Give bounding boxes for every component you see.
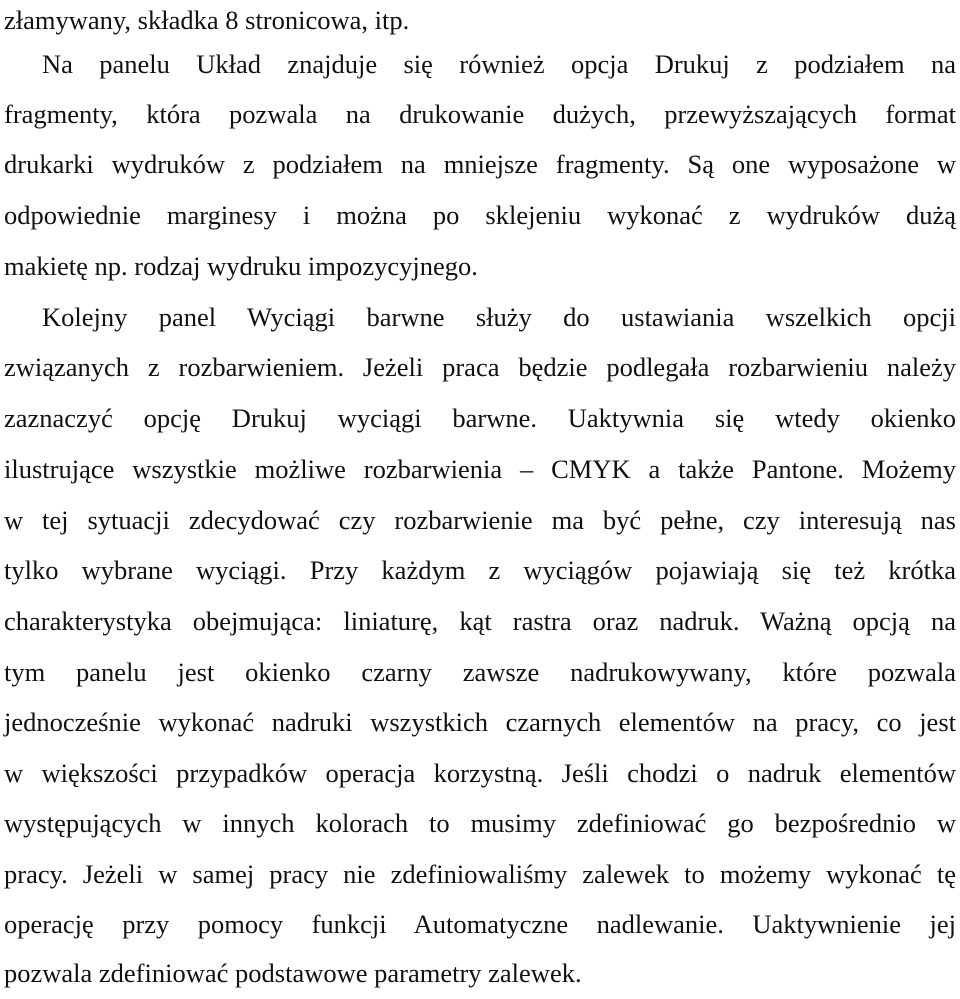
text-line: w tej sytuacji zdecydować czy rozbarwienie ma być pełne, czy interesują nas [4, 505, 956, 535]
text-line: Kolejny panel Wyciągi barwne służy do ustawiania wszelkich opcji [42, 302, 956, 332]
text-line: pracy. Jeżeli w samej pracy nie zdefiniowaliśmy zalewek to możemy wykonać tę [4, 859, 956, 889]
text-line: charakterystyka obejmująca: liniaturę, kąt rastra oraz nadruk. Ważną opcją na [4, 606, 956, 636]
text-line: tylko wybrane wyciągi. Przy każdym z wyciągów pojawiają się też krótka [4, 555, 956, 585]
text-line: tym panelu jest okienko czarny zawsze nadrukowywany, które pozwala [4, 657, 956, 687]
text-line: ilustrujące wszystkie możliwe rozbarwienia – CMYK a także Pantone. Możemy [4, 454, 956, 484]
text-line: fragmenty, która pozwala na drukowanie dużych, przewyższających format [4, 99, 956, 129]
text-line: odpowiednie marginesy i można po sklejeniu wykonać z wydruków dużą [4, 200, 956, 230]
text-line: operację przy pomocy funkcji Automatyczne nadlewanie. Uaktywnienie jej [4, 909, 956, 939]
text-line: Na panelu Układ znajduje się również opcja Drukuj z podziałem na [42, 49, 956, 79]
text-line: pozwala zdefiniować podstawowe parametry zalewek. [4, 958, 582, 988]
text-line: makietę np. rodzaj wydruku impozycyjnego. [4, 251, 478, 281]
text-line: występujących w innych kolorach to musimy zdefiniować go bezpośrednio w [4, 808, 956, 838]
text-line: drukarki wydruków z podziałem na mniejsze fragmenty. Są one wyposażone w [4, 149, 956, 179]
text-line: związanych z rozbarwieniem. Jeżeli praca będzie podlegała rozbarwieniu należy [4, 352, 956, 382]
text-line: w większości przypadków operacja korzystną. Jeśli chodzi o nadruk elementów [4, 758, 956, 788]
text-line: zaznaczyć opcję Drukuj wyciągi barwne. Uaktywnia się wtedy okienko [4, 403, 956, 433]
text-line: jednocześnie wykonać nadruki wszystkich czarnych elementów na pracy, co jest [4, 707, 956, 737]
text-line: złamywany, składka 8 stronicowa, itp. [4, 5, 410, 35]
